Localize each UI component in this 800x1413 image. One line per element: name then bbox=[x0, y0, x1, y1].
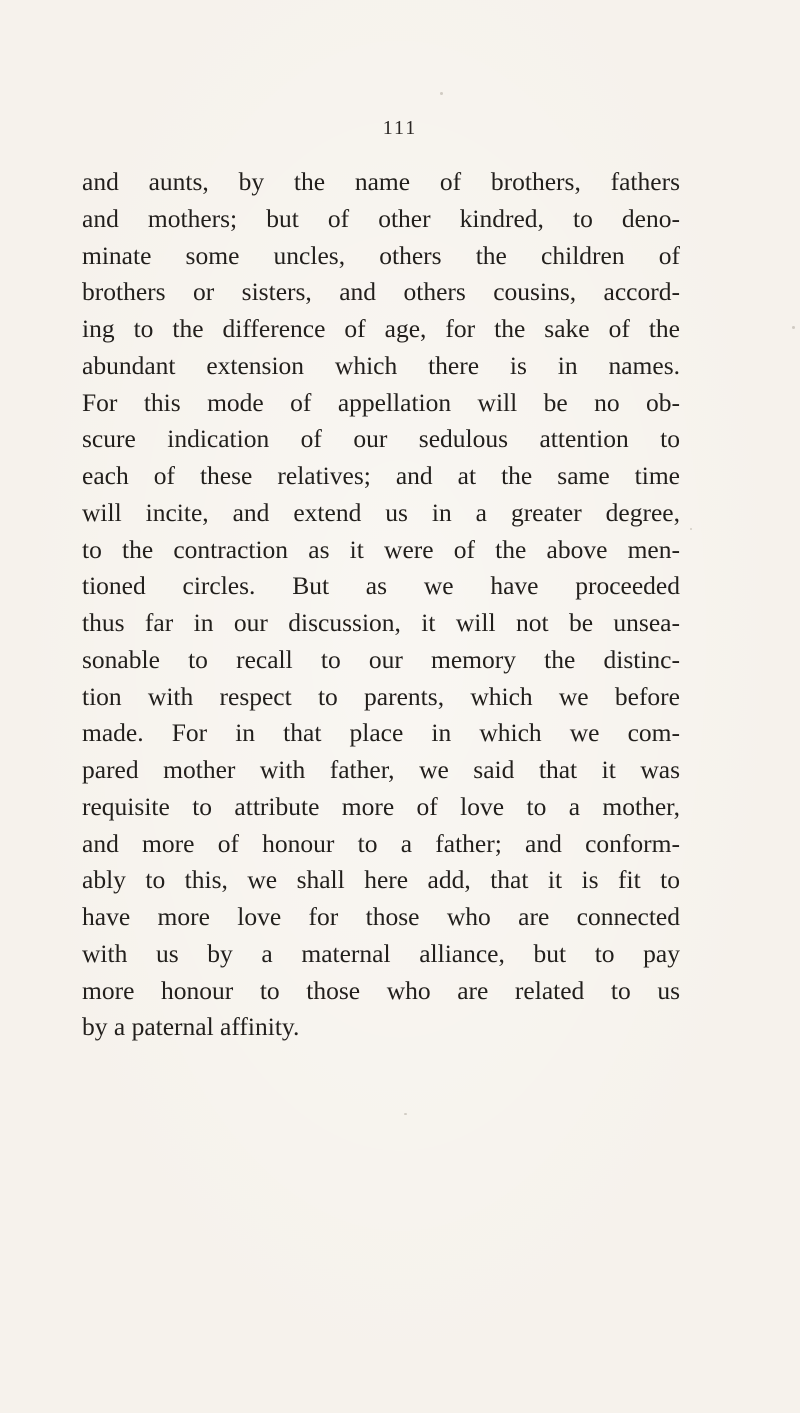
paper-speck bbox=[690, 528, 692, 530]
text-line: scure indication of our sedulous attention to bbox=[82, 424, 680, 454]
paper-speck bbox=[404, 1113, 407, 1115]
text-line: sonable to recall to our memory the distinc- bbox=[82, 644, 680, 674]
body-text bbox=[82, 164, 680, 1046]
text-line: have more love for those who are connected bbox=[82, 902, 680, 931]
text-line: will incite, and extend us in a greater degree, bbox=[82, 497, 680, 527]
text-line: to the contraction as it were of the above men- bbox=[82, 534, 680, 564]
text-line: thus far in our discussion, it will not be unsea- bbox=[82, 608, 680, 637]
text-line: brothers or sisters, and others cousins, accord- bbox=[82, 277, 680, 307]
text-line: and aunts, by the name of brothers, fathers bbox=[82, 167, 680, 196]
paper-speck bbox=[792, 326, 795, 329]
text-line: ably to this, we shall here add, that it is fit to bbox=[82, 865, 680, 895]
text-line: each of these relatives; and at the same time bbox=[82, 461, 680, 490]
text-line: requisite to attribute more of love to a mother, bbox=[82, 791, 680, 821]
page-number: 111 bbox=[382, 117, 418, 139]
text-line: For this mode of appellation will be no ob- bbox=[82, 387, 680, 417]
paper-speck bbox=[440, 92, 443, 95]
text-line: ing to the difference of age, for the sake of the bbox=[82, 314, 680, 343]
text-line: more honour to those who are related to us bbox=[82, 975, 680, 1005]
text-line-last: by a paternal affinity. bbox=[82, 1012, 300, 1042]
text-line: made. For in that place in which we com- bbox=[82, 718, 680, 748]
text-line: pared mother with father, we said that it was bbox=[82, 755, 680, 784]
text-line: with us by a maternal alliance, but to pay bbox=[82, 938, 680, 968]
text-line: tioned circles. But as we have proceeded bbox=[82, 571, 680, 601]
text-line: tion with respect to parents, which we before bbox=[82, 681, 680, 711]
text-line: and mothers; but of other kindred, to deno- bbox=[82, 203, 680, 233]
text-line: and more of honour to a father; and conform- bbox=[82, 828, 680, 858]
text-line: minate some uncles, others the children of bbox=[82, 240, 680, 270]
text-line: abundant extension which there is in names. bbox=[82, 350, 680, 380]
